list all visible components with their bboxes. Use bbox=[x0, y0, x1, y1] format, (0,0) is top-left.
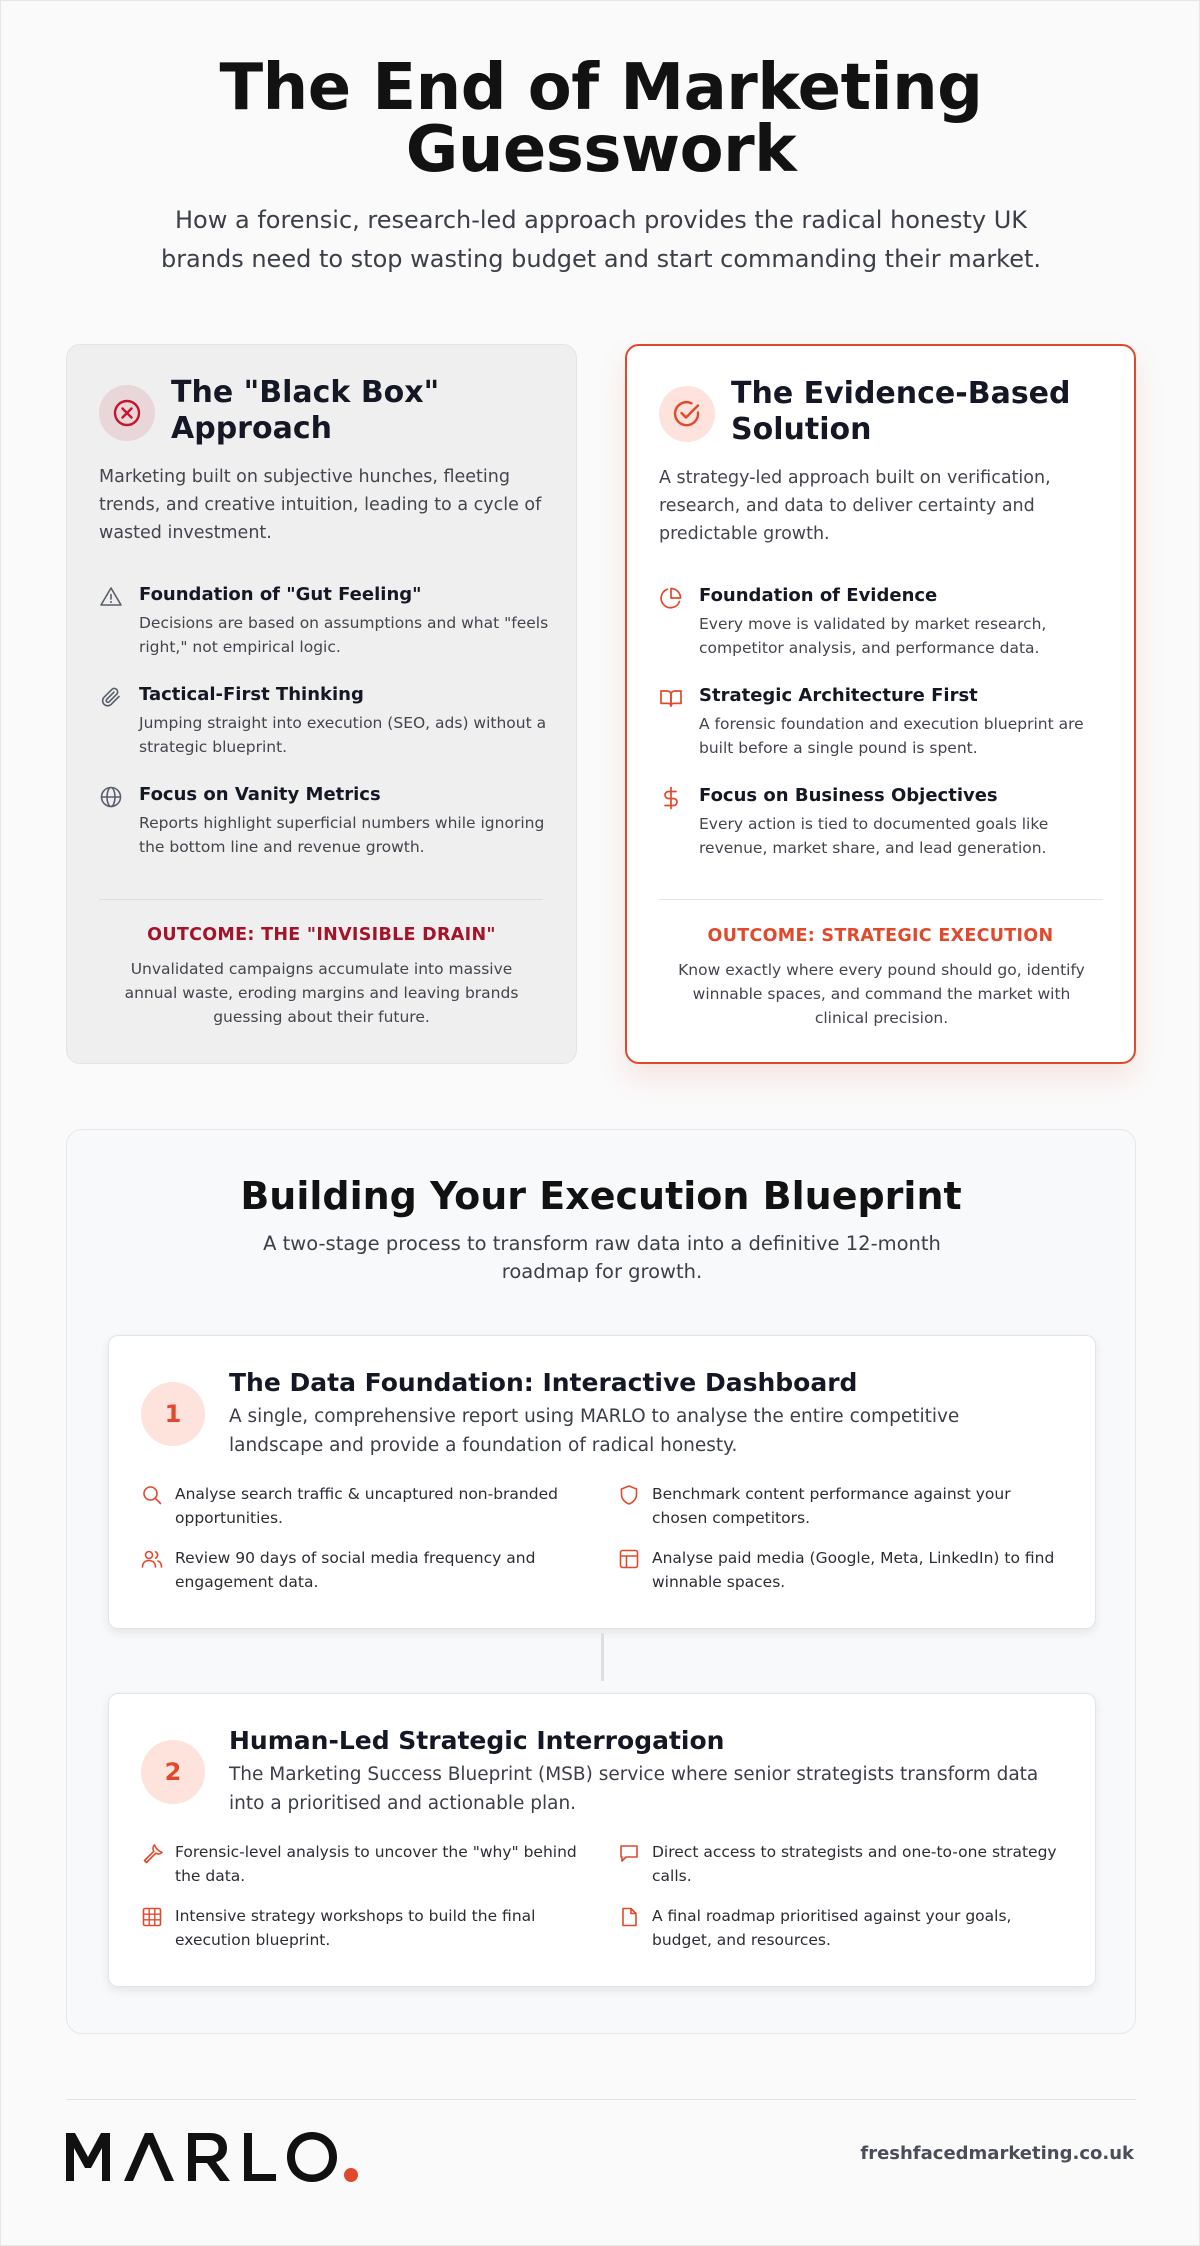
feature-title: Focus on Vanity Metrics bbox=[139, 784, 381, 805]
page-title bbox=[1, 51, 1200, 187]
marlo-logo-mark bbox=[64, 2129, 364, 2185]
step-item-text: Review 90 days of social media frequency and engagement data. bbox=[175, 1549, 536, 1591]
step-item-text: Forensic-level analysis to uncover the "why" behind the data. bbox=[175, 1843, 577, 1885]
black-box-description: Marketing built on subjective hunches, fleeting trends, and creative intuition, leading to a cycle of wasted investment. bbox=[99, 467, 542, 543]
step-title: Human-Led Strategic Interrogation bbox=[229, 1726, 725, 1755]
black-box-title: The "Black Box" Approach bbox=[171, 375, 440, 446]
feature-title: Foundation of Evidence bbox=[699, 585, 938, 606]
evidence-description: A strategy-led approach built on verification, research, and data to deliver certainty and predictable growth. bbox=[659, 468, 1051, 544]
card-divider bbox=[659, 899, 1103, 900]
feature-text: A forensic foundation and execution blueprint are built before a single pound is spent. bbox=[699, 715, 1084, 757]
wrench-icon bbox=[141, 1842, 163, 1864]
black-box-card bbox=[66, 344, 577, 1064]
grid-icon bbox=[141, 1906, 163, 1928]
page-title-line-2: Guesswork bbox=[405, 113, 797, 187]
pie-chart-icon bbox=[659, 586, 683, 610]
black-box-outcome-text: Unvalidated campaigns accumulate into massive annual waste, eroding margins and leaving brands guessing about their future. bbox=[124, 960, 519, 1026]
x-circle-icon bbox=[99, 385, 155, 441]
step-item-text: Analyse search traffic & uncaptured non-branded opportunities. bbox=[175, 1485, 558, 1527]
layout-icon bbox=[618, 1548, 640, 1570]
blueprint-subtitle: A two-stage process to transform raw data into a definitive 12-month roadmap for growth. bbox=[263, 1232, 941, 1283]
website-link[interactable]: freshfacedmarketing.co.uk bbox=[860, 2143, 1134, 2164]
open-book-icon bbox=[659, 686, 683, 710]
feature-title: Focus on Business Objectives bbox=[699, 785, 998, 806]
step-card-1 bbox=[108, 1335, 1096, 1629]
step-connector bbox=[601, 1633, 604, 1681]
black-box-outcome-title: OUTCOME: THE "INVISIBLE DRAIN" bbox=[147, 925, 496, 945]
search-icon bbox=[141, 1484, 163, 1506]
card-divider bbox=[99, 899, 543, 900]
chat-bubble-icon bbox=[618, 1842, 640, 1864]
step-item-text: Intensive strategy workshops to build the final execution blueprint. bbox=[175, 1907, 536, 1949]
page-title-line-1: The End of Marketing bbox=[219, 51, 983, 125]
footer-divider bbox=[66, 2099, 1136, 2100]
globe-icon bbox=[99, 785, 123, 809]
page-subtitle: How a forensic, research-led approach provides the radical honesty UK brands need to stop wasting budget and start commanding their market. bbox=[160, 206, 1042, 273]
document-icon bbox=[618, 1906, 640, 1928]
evidence-title: The Evidence-Based Solution bbox=[731, 376, 1071, 447]
step-item-text: Benchmark content performance against your chosen competitors. bbox=[652, 1485, 1011, 1527]
step-item-text: A final roadmap prioritised against your goals, budget, and resources. bbox=[652, 1907, 1012, 1949]
marlo-logo bbox=[64, 2129, 364, 2185]
paperclip-icon bbox=[99, 685, 123, 709]
feature-text: Reports highlight superficial numbers while ignoring the bottom line and revenue growth. bbox=[139, 814, 545, 856]
feature-text: Decisions are based on assumptions and what "feels right," not empirical logic. bbox=[139, 614, 549, 656]
feature-title: Tactical-First Thinking bbox=[139, 684, 364, 705]
feature-title: Strategic Architecture First bbox=[699, 685, 978, 706]
shield-icon bbox=[618, 1484, 640, 1506]
feature-text: Every action is tied to documented goals like revenue, market share, and lead generation. bbox=[699, 815, 1049, 857]
evidence-outcome-text: Know exactly where every pound should go, identify winnable spaces, and command the market with clinical precision. bbox=[678, 961, 1085, 1027]
step-description: A single, comprehensive report using MARLO to analyse the entire competitive landscape and provide a foundation of radical honesty. bbox=[229, 1406, 960, 1456]
feature-text: Jumping straight into execution (SEO, ads) without a strategic blueprint. bbox=[139, 714, 547, 756]
feature-text: Every move is validated by market research, competitor analysis, and performance data. bbox=[699, 615, 1047, 657]
step-title: The Data Foundation: Interactive Dashboard bbox=[229, 1368, 858, 1397]
step-description: The Marketing Success Blueprint (MSB) service where senior strategists transform data into a prioritised and actionable plan. bbox=[229, 1764, 1039, 1814]
step-item-text: Direct access to strategists and one-to-one strategy calls. bbox=[652, 1843, 1057, 1885]
check-circle-icon bbox=[659, 386, 715, 442]
step-card-2 bbox=[108, 1693, 1096, 1987]
blueprint-section bbox=[66, 1129, 1136, 2034]
blueprint-title: Building Your Execution Blueprint bbox=[240, 1174, 962, 1218]
step-number-badge: 2 bbox=[141, 1740, 205, 1804]
step-number-badge: 1 bbox=[141, 1382, 205, 1446]
evidence-card bbox=[625, 344, 1136, 1064]
dollar-icon bbox=[659, 786, 683, 810]
warning-triangle-icon bbox=[99, 585, 123, 609]
users-icon bbox=[141, 1548, 163, 1570]
evidence-outcome-title: OUTCOME: STRATEGIC EXECUTION bbox=[707, 926, 1054, 946]
step-item-text: Analyse paid media (Google, Meta, LinkedIn) to find winnable spaces. bbox=[652, 1549, 1055, 1591]
feature-title: Foundation of "Gut Feeling" bbox=[139, 584, 422, 605]
